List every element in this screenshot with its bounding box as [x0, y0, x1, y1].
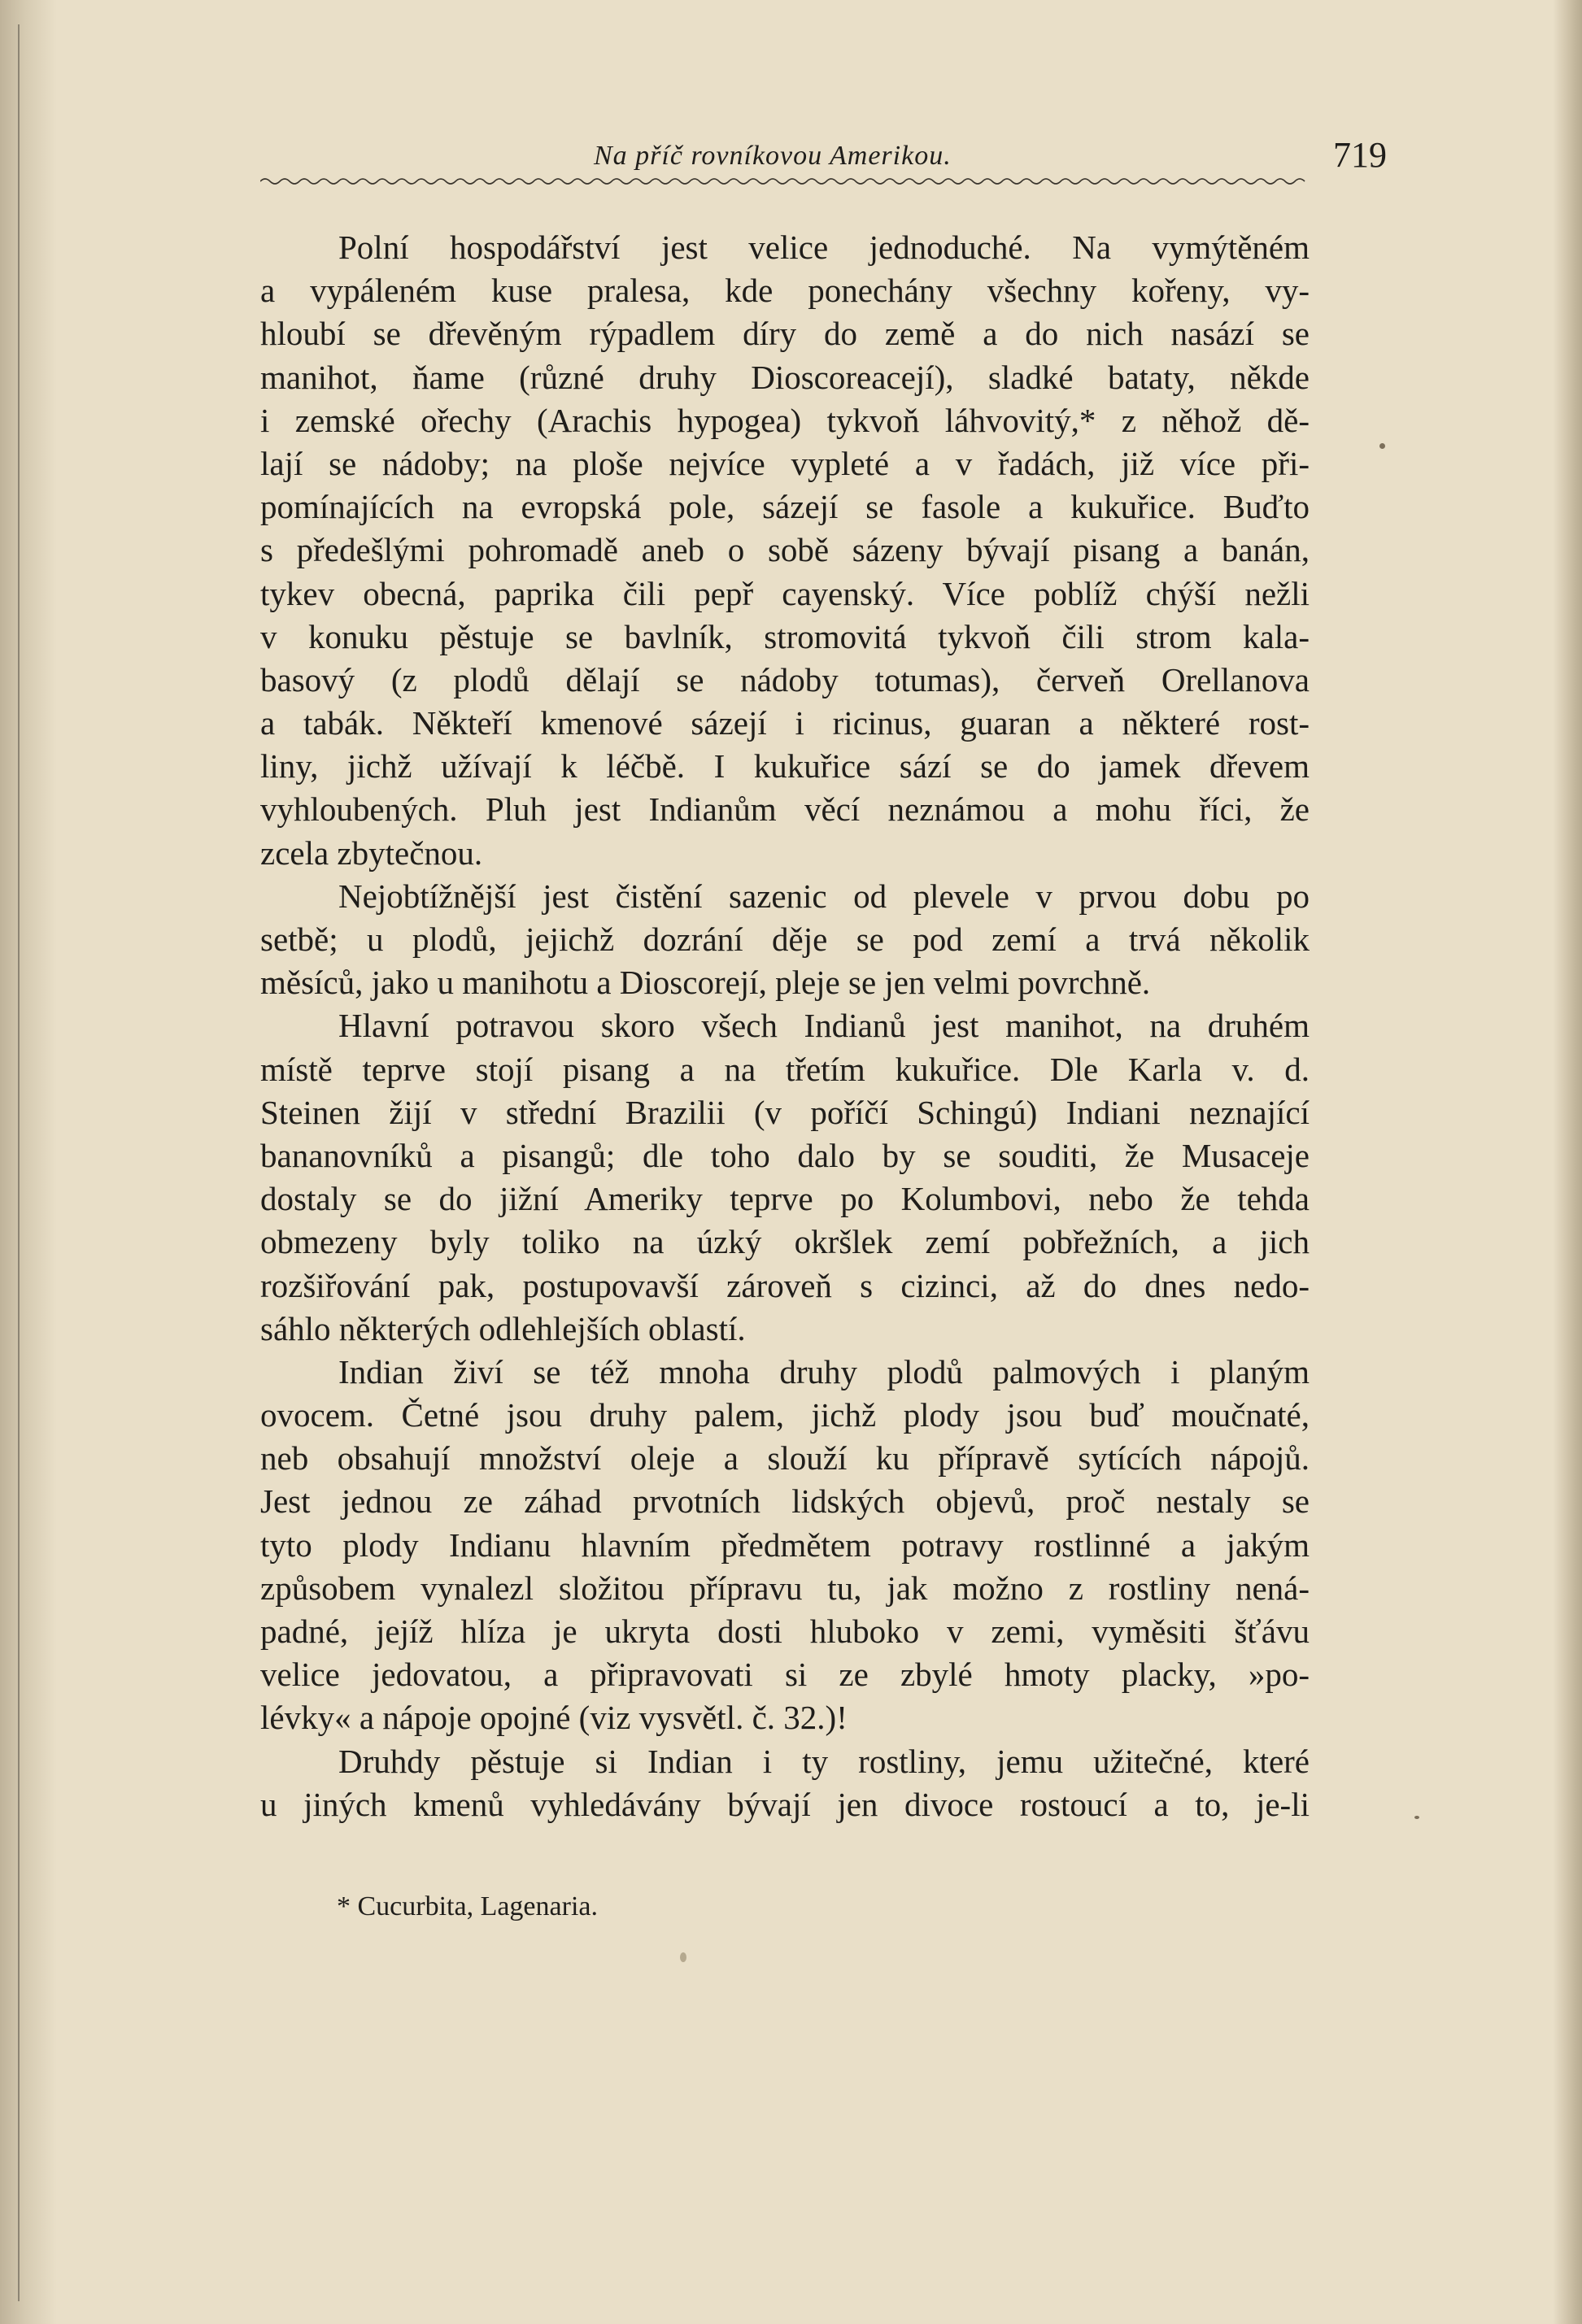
text-line: Polní hospodářství jest velice jednoduché. Na vymýtěném — [338, 228, 1310, 266]
text-line: liny, jichž užívají k léčbě. I kukuřice sází se do jamek dřevem — [260, 747, 1310, 786]
text-line: tykev obecná, paprika čili pepř cayenský. Více poblíž chýší nežli — [260, 574, 1310, 612]
text-line: basový (z plodů dělají se nádoby totumas), červeň Orellanova — [260, 660, 1310, 699]
paper-speck — [1379, 443, 1385, 449]
wavy-header-rule — [260, 174, 1310, 189]
text-line: dostaly se do jižní Ameriky teprve po Kolumbovi, nebo že tehda — [260, 1180, 1310, 1218]
binding-edge-line — [18, 24, 20, 2301]
text-line: rozšiřování pak, postupovavší zároveň s cizinci, až do dnes nedo- — [260, 1266, 1310, 1304]
page-edge-shadow — [1553, 0, 1582, 2324]
gutter-shadow — [0, 0, 57, 2324]
text-line: padné, jejíž hlíza je ukryta dosti hluboko v zemi, vyměsiti šťávu — [260, 1612, 1310, 1650]
paragraph-5 — [260, 1740, 1310, 1826]
text-line: Indian živí se též mnoha druhy plodů palmových i planým — [338, 1352, 1310, 1390]
text-line: Nejobtížnější jest čistění sazenic od plevele v prvou dobu po — [338, 877, 1310, 915]
text-line: obmezeny byly toliko na úzký okršlek zemí pobřežních, a jich — [260, 1223, 1310, 1261]
body-text — [260, 226, 1310, 1826]
paragraph-4 — [260, 1351, 1310, 1740]
paragraph-1 — [260, 226, 1310, 875]
text-line: v konuku pěstuje se bavlník, stromovitá tykvoň čili strom kala- — [260, 617, 1310, 655]
text-line: velice jedovatou, a připravovati si ze zbylé hmoty placky, »po- — [260, 1656, 1310, 1694]
paragraph-2 — [260, 875, 1310, 1005]
text-line: pomínajících na evropská pole, sázejí se fasole a kukuřice. Buďto — [260, 488, 1310, 526]
text-line: způsobem vynalezl složitou přípravu tu, jak možno z rostliny nená- — [260, 1569, 1310, 1607]
text-line: s předešlými pohromadě aneb o sobě sázeny bývají pisang a banán, — [260, 531, 1310, 569]
text-line: setbě; u plodů, jejichž dozrání děje se pod zemí a trvá několik — [260, 920, 1310, 958]
footnote: * Cucurbita, Lagenaria. — [337, 1891, 598, 1921]
paper-speck — [680, 1952, 686, 1962]
text-line: hloubí se dřevěným rýpadlem díry do země a do nich nasází se — [260, 315, 1310, 353]
text-line: manihot, ňame (různé druhy Dioscoreacejí), sladké bataty, někde — [260, 358, 1310, 396]
text-line: měsíců, jako u manihotu a Dioscorejí, pleje se jen velmi povrchně. — [260, 964, 1151, 1002]
text-line: Druhdy pěstuje si Indian i ty rostliny, jemu užitečné, které — [338, 1742, 1310, 1780]
text-line: lají se nádoby; na ploše nejvíce vypleté a v řadách, již více při- — [260, 444, 1310, 482]
text-line: Jest jednou ze záhad prvotních lidských objevů, proč nestaly se — [260, 1482, 1310, 1521]
text-line: neb obsahují množství oleje a slouží ku přípravě sytících nápojů. — [260, 1439, 1310, 1478]
paper-speck — [1414, 1816, 1419, 1819]
text-line: bananovníků a pisangů; dle toho dalo by se souditi, že Musaceje — [260, 1136, 1310, 1174]
text-line: sáhlo některých odlehlejších oblastí. — [260, 1309, 746, 1347]
page-number: 719 — [1333, 135, 1387, 175]
text-line: Hlavní potravou skoro všech Indianů jest manihot, na druhém — [338, 1007, 1310, 1045]
text-line: tyto plody Indianu hlavním předmětem potravy rostlinné a jakým — [260, 1525, 1310, 1564]
text-line: místě teprve stojí pisang a na třetím kukuřice. Dle Karla v. d. — [260, 1050, 1310, 1088]
running-title: Na příč rovníkovou Amerikou. — [594, 141, 952, 171]
text-line: a vypáleném kuse pralesa, kde ponechány všechny kořeny, vy- — [260, 272, 1310, 310]
text-line: u jiných kmenů vyhledávány bývají jen divoce rostoucí a to, je-li — [260, 1785, 1310, 1823]
text-line: vyhloubených. Pluh jest Indianům věcí neznámou a mohu říci, že — [260, 790, 1310, 829]
paragraph-3 — [260, 1004, 1310, 1351]
text-line: i zemské ořechy (Arachis hypogea) tykvoň láhvovitý,* z něhož dě- — [260, 401, 1310, 439]
text-line: lévky« a nápoje opojné (viz vysvětl. č. 32.)! — [260, 1699, 848, 1737]
text-line: zcela zbytečnou. — [260, 833, 483, 872]
text-line: Steinen žijí v střední Brazilii (v poříčí Schingú) Indiani neznající — [260, 1093, 1310, 1131]
text-line: ovocem. Četné jsou druhy palem, jichž plody jsou buď moučnaté, — [260, 1396, 1310, 1434]
text-line: a tabák. Někteří kmenové sázejí i ricinus, guaran a některé rost- — [260, 704, 1310, 742]
